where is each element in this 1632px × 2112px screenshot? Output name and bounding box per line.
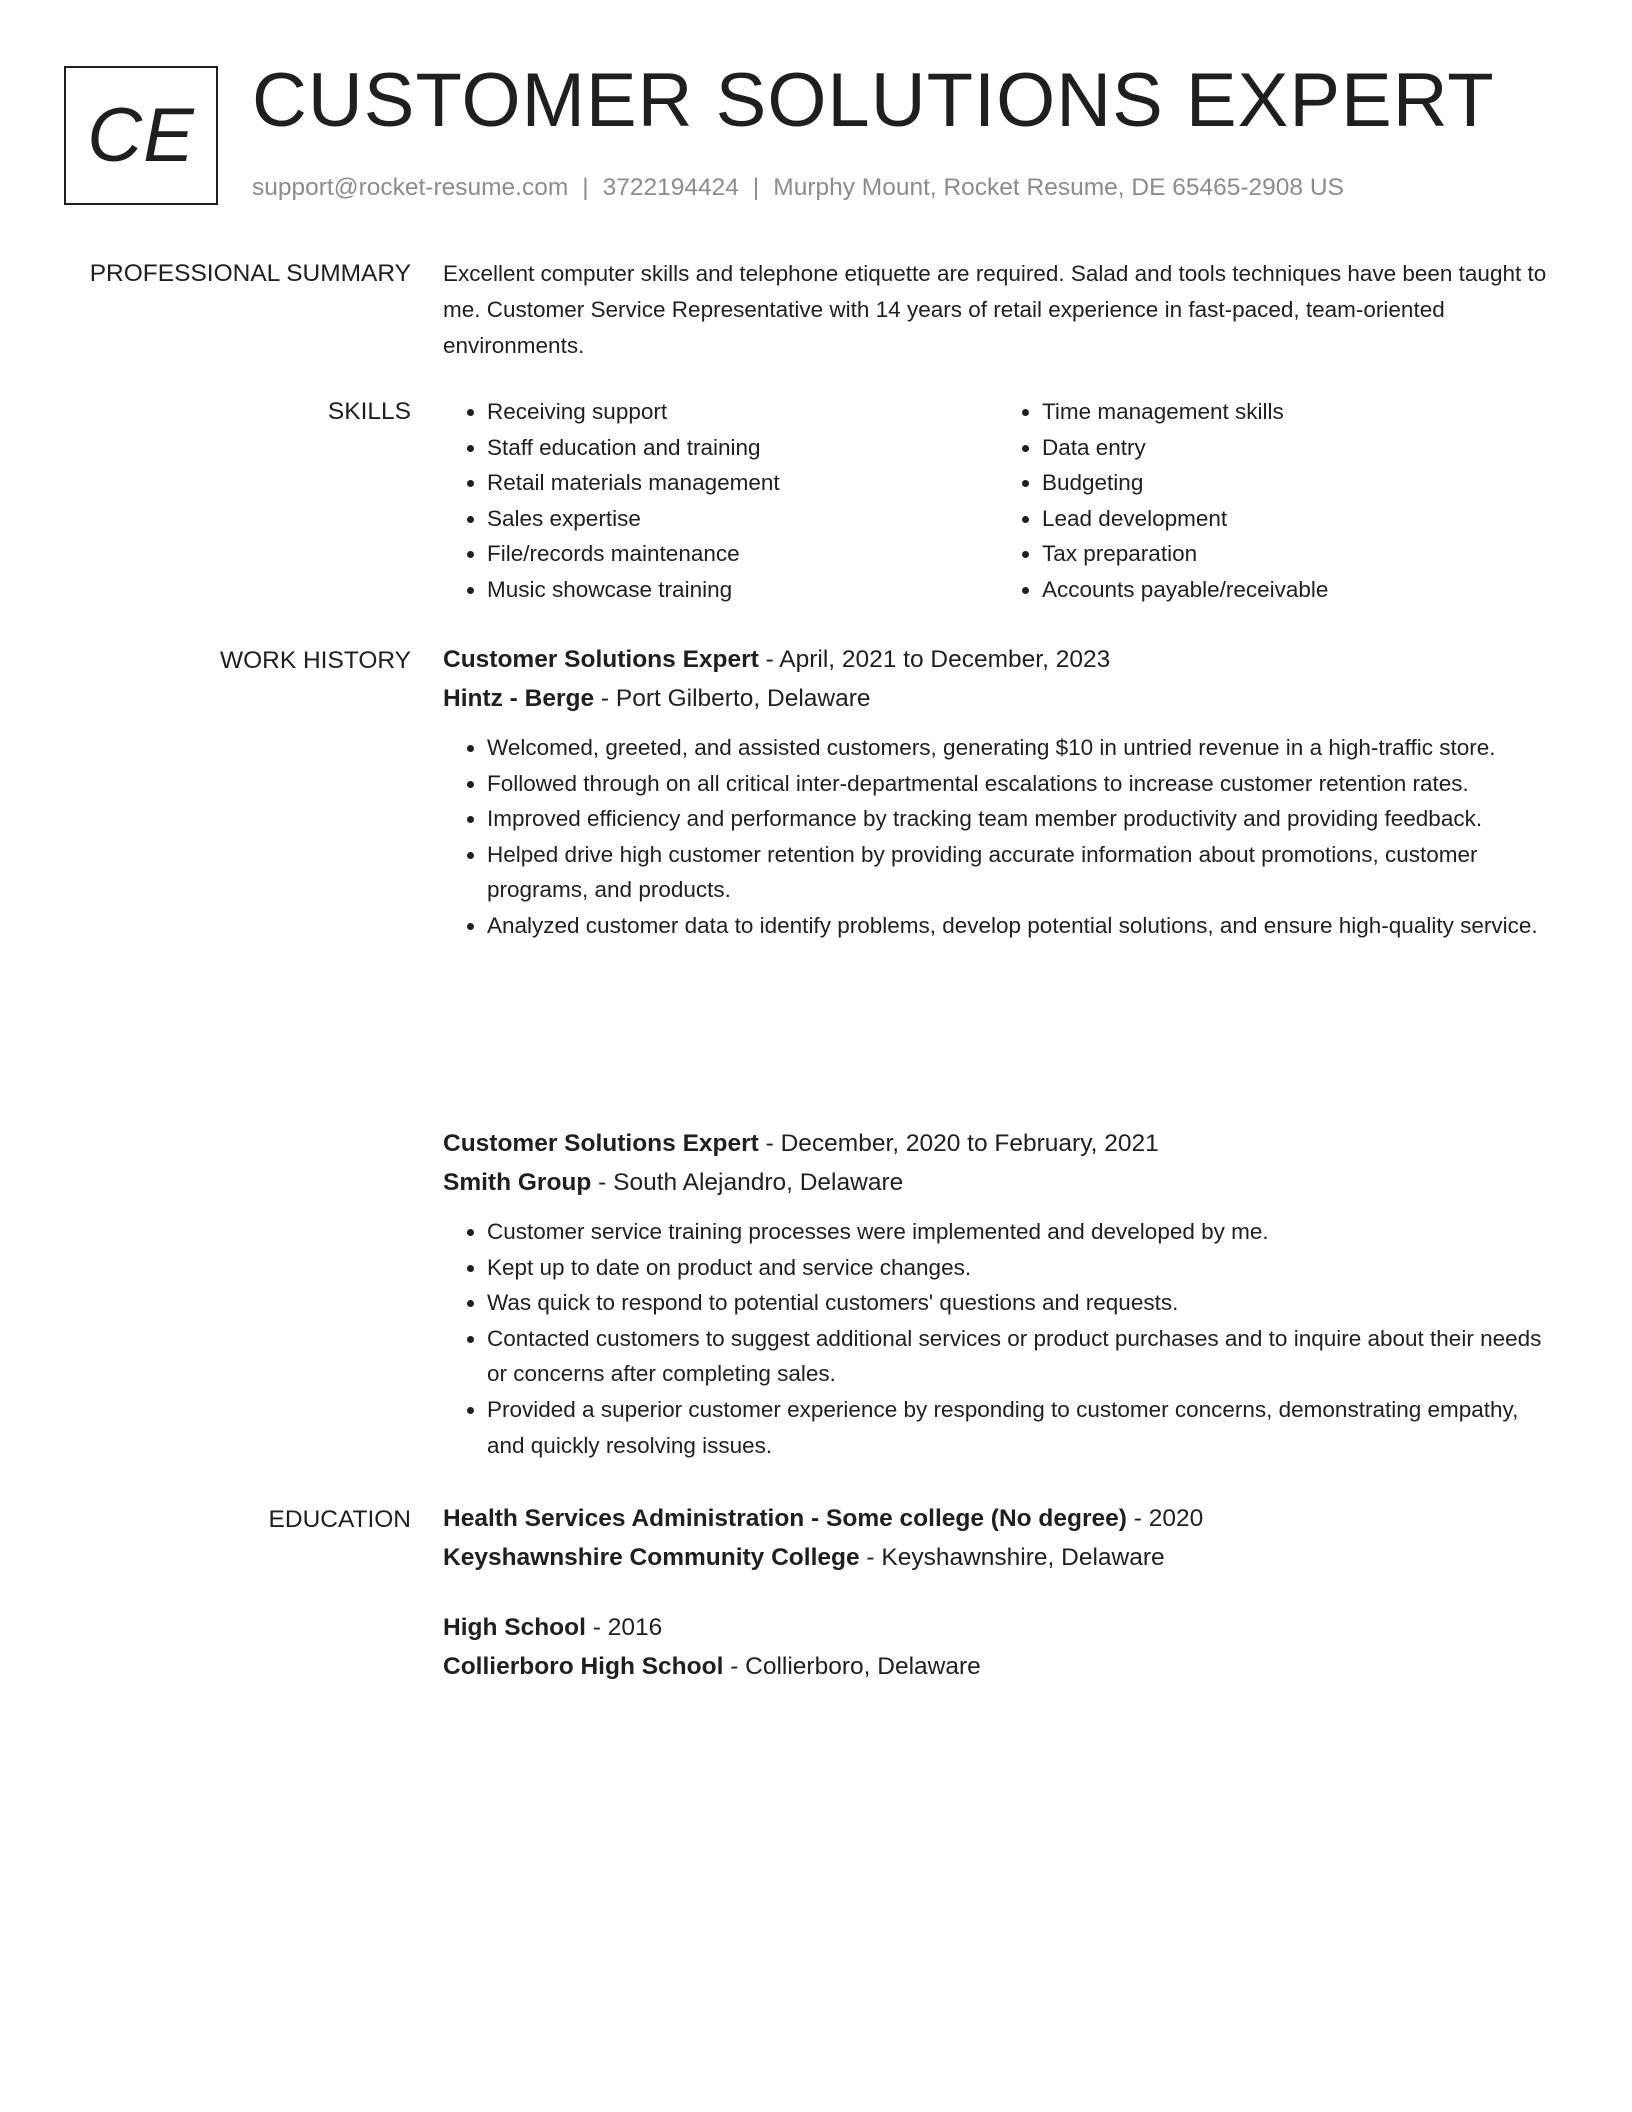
education-degree: Health Services Administration - Some college (No degree) — [443, 1505, 1127, 1532]
skill-item: • Receiving support — [487, 394, 998, 430]
contact-line — [252, 172, 1344, 204]
education-entry — [443, 1611, 1553, 1684]
job-entry — [443, 643, 1553, 944]
education-location: - Keyshawnshire, Delaware — [859, 1544, 1165, 1571]
skills-columns — [443, 394, 1553, 608]
skill-item: • Lead development — [1042, 501, 1553, 537]
skill-item: • Accounts payable/receivable — [1042, 572, 1553, 608]
job-company-line — [443, 682, 1553, 716]
job-title: Customer Solutions Expert — [443, 1130, 759, 1157]
summary-text: Excellent computer skills and telephone etiquette are required. Salad and tools techniques have been taught to me. Customer Service Representative with 14 years of retail experience in fast-paced, team-oriented environments. — [443, 261, 1547, 358]
education-degree: High School — [443, 1614, 586, 1641]
job-bullet: • Kept up to date on product and service changes. — [487, 1250, 1553, 1286]
education-year: - 2020 — [1126, 1505, 1204, 1532]
education-school-line — [443, 1650, 1553, 1684]
job-bullets — [443, 1214, 1553, 1463]
job-dates: - December, 2020 to February, 2021 — [758, 1130, 1159, 1157]
job-bullet: • Analyzed customer data to identify problems, develop potential solutions, and ensure high-quality service. — [487, 908, 1553, 944]
contact-separator: | — [582, 174, 589, 201]
job-location: - Port Gilberto, Delaware — [594, 685, 871, 712]
education-location: - Collierboro, Delaware — [723, 1653, 981, 1680]
skills-list-right — [998, 394, 1553, 608]
skill-item: • Budgeting — [1042, 465, 1553, 501]
job-bullet: • Helped drive high customer retention by providing accurate information about promotions, customer programs, and products. — [487, 837, 1553, 908]
contact-address: Murphy Mount, Rocket Resume, DE 65465-2908 US — [773, 174, 1344, 201]
job-company-line — [443, 1166, 1553, 1200]
contact-separator: | — [752, 174, 760, 201]
skill-item: • Time management skills — [1042, 394, 1553, 430]
skill-item: • File/records maintenance — [487, 536, 998, 572]
job-bullet: • Followed through on all critical inter-departmental escalations to increase customer retention rates. — [487, 766, 1553, 802]
skill-item: • Retail materials management — [487, 465, 998, 501]
job-bullet: • Was quick to respond to potential customers' questions and requests. — [487, 1285, 1553, 1321]
section-label-summary: PROFESSIONAL SUMMARY — [89, 260, 411, 287]
page-title: CUSTOMER SOLUTIONS EXPERT — [252, 58, 1495, 143]
skill-item: • Staff education and training — [487, 430, 998, 466]
job-entry — [443, 1127, 1553, 1463]
education-degree-line — [443, 1502, 1553, 1536]
section-label-education: EDUCATION — [268, 1506, 411, 1533]
summary-body — [443, 256, 1553, 364]
skill-item: • Sales expertise — [487, 501, 998, 537]
job-dates: - April, 2021 to December, 2023 — [758, 646, 1111, 673]
job-bullet: • Customer service training processes were implemented and developed by me. — [487, 1214, 1553, 1250]
skill-item: • Music showcase training — [487, 572, 998, 608]
education-school: Collierboro High School — [443, 1653, 724, 1680]
section-label-work-history: WORK HISTORY — [219, 647, 411, 674]
job-title: Customer Solutions Expert — [443, 646, 759, 673]
job-company: Hintz - Berge — [443, 685, 595, 712]
job-location: - South Alejandro, Delaware — [591, 1169, 904, 1196]
job-bullet: • Improved efficiency and performance by tracking team member productivity and providing feedback. — [487, 801, 1553, 837]
skill-item: • Data entry — [1042, 430, 1553, 466]
job-title-line — [443, 643, 1553, 677]
job-bullet: • Provided a superior customer experience by responding to customer concerns, demonstrating empathy, and quickly resolving issues. — [487, 1392, 1553, 1463]
job-company: Smith Group — [443, 1169, 592, 1196]
education-year: - 2016 — [585, 1614, 663, 1641]
skills-body — [443, 394, 1553, 608]
section-label-skills: SKILLS — [327, 398, 411, 425]
job-bullet: • Contacted customers to suggest additional services or product purchases and to inquire about their needs or concerns after completing sales. — [487, 1321, 1553, 1392]
education-school-line — [443, 1541, 1553, 1575]
job-bullets — [443, 730, 1553, 944]
monogram-box — [64, 66, 218, 205]
job-bullet: • Welcomed, greeted, and assisted customers, generating $10 in untried revenue in a high-traffic store. — [487, 730, 1553, 766]
education-school: Keyshawnshire Community College — [443, 1544, 860, 1571]
contact-email: support@rocket-resume.com — [252, 174, 569, 201]
job-title-line — [443, 1127, 1553, 1161]
contact-phone: 3722194424 — [602, 174, 739, 201]
education-degree-line — [443, 1611, 1553, 1645]
education-entry — [443, 1502, 1553, 1575]
monogram-initials: CE — [87, 93, 195, 178]
skill-item: • Tax preparation — [1042, 536, 1553, 572]
skills-list-left — [443, 394, 998, 608]
